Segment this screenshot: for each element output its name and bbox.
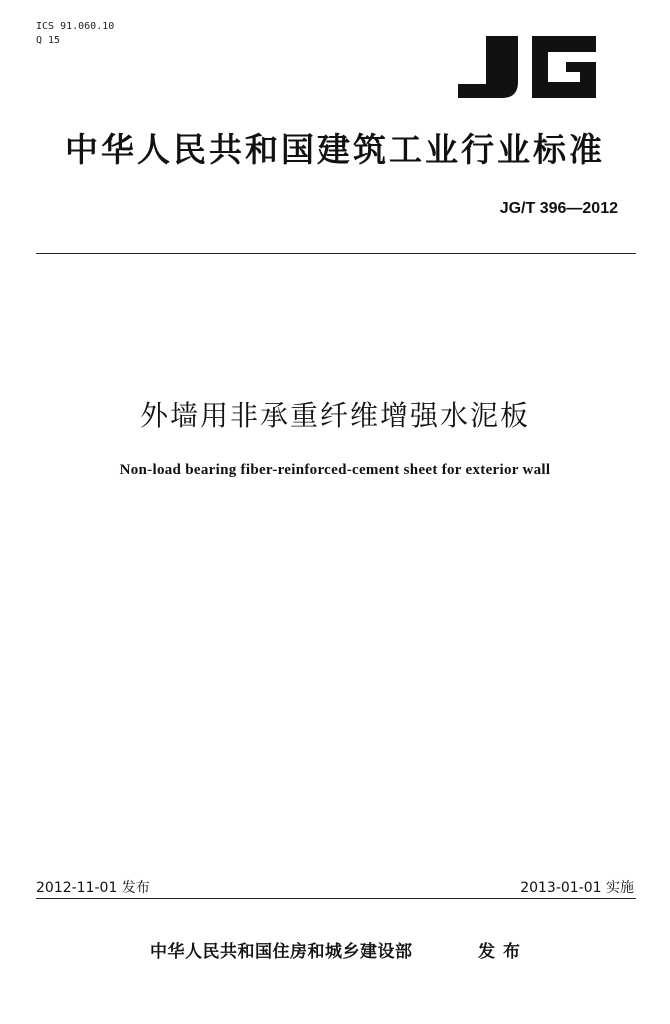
standard-title: 中华人民共和国建筑工业行业标准 (65, 130, 605, 169)
bottom-divider (36, 898, 636, 899)
publisher-name: 中华人民共和国住房和城乡建设部 (150, 942, 413, 962)
document-title-english: Non-load bearing fiber-reinforced-cement sheet for exterior wall (119, 462, 551, 478)
ccs-code: Q 15 (36, 35, 61, 46)
ics-code: ICS 91.060.10 (36, 21, 115, 32)
top-divider (36, 253, 636, 254)
implementation-date: 2013-01-01 实施 (520, 880, 634, 896)
standard-number: JG/T 396—2012 (499, 200, 618, 217)
jg-logo (452, 32, 602, 100)
classification-codes (36, 20, 114, 48)
document-title-chinese: 外墙用非承重纤维增强水泥板 (139, 399, 530, 432)
issue-date: 2012-11-01 发布 (36, 880, 150, 896)
publish-label: 发布 (478, 942, 528, 962)
